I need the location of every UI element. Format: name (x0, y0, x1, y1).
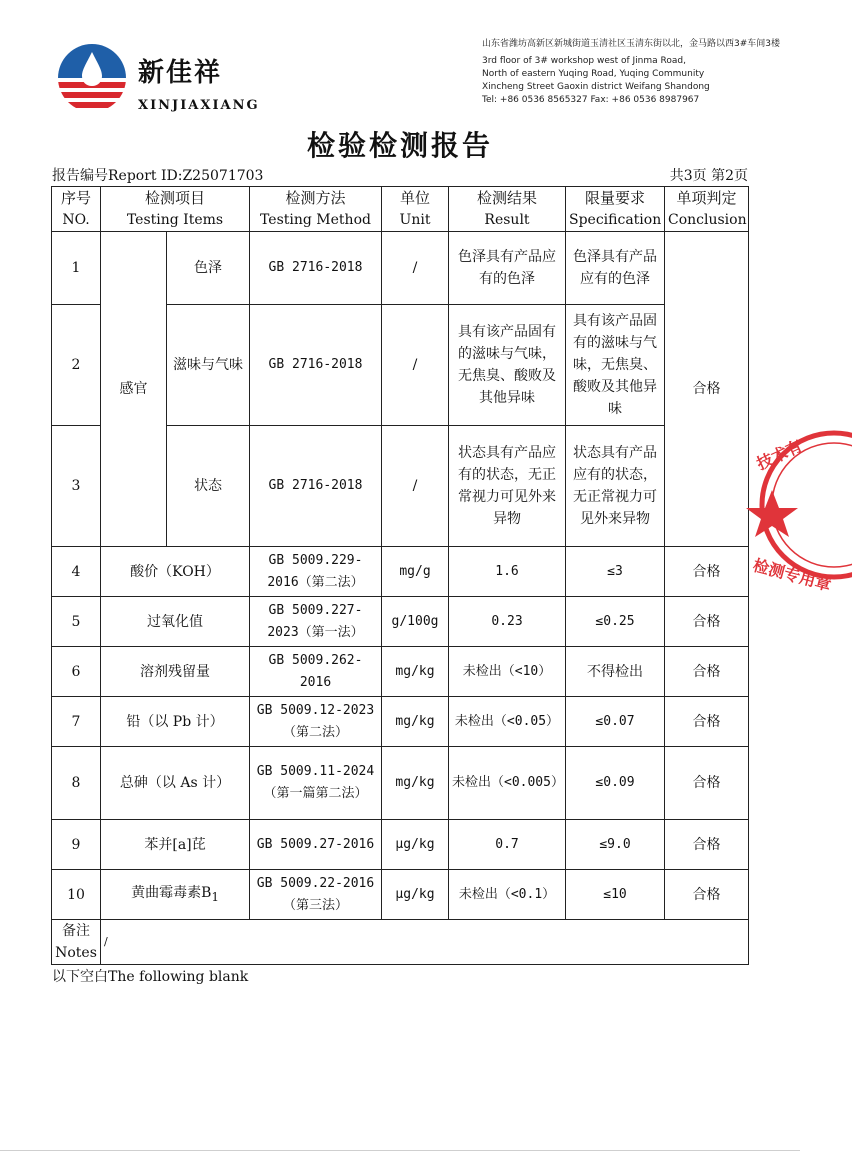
row-result: 状态具有产品应有的状态，无正常视力可见外来异物 (449, 426, 566, 547)
row-no: 6 (52, 647, 101, 697)
row-unit: μg/kg (382, 870, 449, 920)
row-result: 具有该产品固有的滋味与气味，无焦臭、酸败及其他异味 (449, 305, 566, 426)
notes-value: / (101, 920, 749, 965)
row-method: GB 5009.27-2016 (250, 820, 382, 870)
row-unit: / (382, 426, 449, 547)
row-item: 溶剂残留量 (101, 647, 250, 697)
table-row (52, 597, 749, 647)
row-spec: ≤0.07 (566, 697, 665, 747)
row-no: 3 (52, 426, 101, 547)
header-conclusion: 单项判定 Conclusion (665, 187, 749, 232)
table-row (52, 870, 749, 920)
row-result: 未检出（<0.005） (449, 747, 566, 820)
row-no: 4 (52, 547, 101, 597)
row-item: 酸价（KOH） (101, 547, 250, 597)
report-id: 报告编号Report ID:Z25071703 (52, 168, 264, 184)
company-name-cn: 新佳祥 (138, 58, 223, 88)
row-result: 0.23 (449, 597, 566, 647)
row-item: 总砷（以 As 计） (101, 747, 250, 820)
sensory-conclusion: 合格 (665, 232, 749, 547)
following-blank-note: 以下空白The following blank (52, 969, 249, 985)
row-unit: mg/kg (382, 747, 449, 820)
row-unit: / (382, 232, 449, 305)
table-row (52, 820, 749, 870)
row-result: 1.6 (449, 547, 566, 597)
header-unit: 单位 Unit (382, 187, 449, 232)
report-title: 检验检测报告 (306, 129, 493, 162)
report-meta (52, 165, 748, 183)
row-result: 未检出（<0.1） (449, 870, 566, 920)
notes-label: 备注 Notes (52, 920, 101, 965)
page-indicator: 共3页 第2页 (669, 168, 748, 184)
header-items: 检测项目 Testing Items (101, 187, 250, 232)
row-item: 铅（以 Pb 计） (101, 697, 250, 747)
table-row (52, 647, 749, 697)
row-conclusion: 合格 (665, 870, 749, 920)
row-conclusion: 合格 (665, 697, 749, 747)
row-unit: mg/kg (382, 647, 449, 697)
row-no: 1 (52, 232, 101, 305)
row-spec: 色泽具有产品应有的色泽 (566, 232, 665, 305)
row-unit: mg/g (382, 547, 449, 597)
row-method: GB 5009.12-2023（第二法） (250, 697, 382, 747)
row-spec: 具有该产品固有的滋味与气味，无焦臭、酸败及其他异味 (566, 305, 665, 426)
row-no: 10 (52, 870, 101, 920)
address-en-line: North of eastern Yuqing Road, Yuqing Community (482, 69, 705, 79)
company-address (482, 38, 782, 107)
header-result: 检测结果 Result (449, 187, 566, 232)
row-conclusion: 合格 (665, 547, 749, 597)
results-table (51, 186, 749, 965)
row-result: 未检出（<0.05） (449, 697, 566, 747)
contact-line: Tel: +86 0536 8565327 Fax: +86 0536 8987967 (482, 95, 700, 105)
row-item: 苯并[a]芘 (101, 820, 250, 870)
row-item-subscript: 1 (211, 889, 219, 904)
row-conclusion: 合格 (665, 747, 749, 820)
row-spec: 状态具有产品应有的状态，无正常视力可见外来异物 (566, 426, 665, 547)
row-result: 未检出（<10） (449, 647, 566, 697)
row-unit: g/100g (382, 597, 449, 647)
row-no: 9 (52, 820, 101, 870)
row-method: GB 5009.227-2023（第一法） (250, 597, 382, 647)
row-item (101, 870, 250, 920)
row-no: 8 (52, 747, 101, 820)
header-no: 序号 NO. (52, 187, 101, 232)
page-bottom-divider (0, 1150, 800, 1151)
sensory-group: 感官 (101, 232, 167, 547)
table-row (52, 697, 749, 747)
row-item: 过氧化值 (101, 597, 250, 647)
svg-text:技术有: 技术有 (753, 436, 806, 474)
address-en-line: Xincheng Street Gaoxin district Weifang Shandong (482, 82, 710, 92)
row-item: 状态 (167, 426, 250, 547)
row-spec: ≤9.0 (566, 820, 665, 870)
row-method: GB 2716-2018 (250, 426, 382, 547)
official-stamp-icon (750, 420, 852, 595)
row-conclusion: 合格 (665, 647, 749, 697)
row-item: 色泽 (167, 232, 250, 305)
row-item-text: 黄曲霉毒素B (131, 884, 212, 901)
table-row (52, 547, 749, 597)
row-no: 2 (52, 305, 101, 426)
row-method: GB 5009.262-2016 (250, 647, 382, 697)
row-unit: μg/kg (382, 820, 449, 870)
row-method: GB 2716-2018 (250, 232, 382, 305)
row-spec: ≤0.25 (566, 597, 665, 647)
row-result: 色泽具有产品应有的色泽 (449, 232, 566, 305)
table-header-row (52, 187, 749, 232)
row-spec: ≤3 (566, 547, 665, 597)
row-spec: 不得检出 (566, 647, 665, 697)
row-item: 滋味与气味 (167, 305, 250, 426)
row-no: 5 (52, 597, 101, 647)
row-unit: / (382, 305, 449, 426)
row-method: GB 2716-2018 (250, 305, 382, 426)
address-en-line: 3rd floor of 3# workshop west of Jinma Road, (482, 56, 686, 66)
row-no: 7 (52, 697, 101, 747)
table-row (52, 747, 749, 820)
header-spec: 限量要求 Specification (566, 187, 665, 232)
row-method: GB 5009.229-2016（第二法） (250, 547, 382, 597)
row-conclusion: 合格 (665, 820, 749, 870)
row-unit: mg/kg (382, 697, 449, 747)
row-spec: ≤0.09 (566, 747, 665, 820)
row-method: GB 5009.11-2024（第一篇第二法） (250, 747, 382, 820)
row-conclusion: 合格 (665, 597, 749, 647)
logo-mark-icon (56, 42, 128, 114)
address-cn: 山东省潍坊高新区新城街道玉清社区玉清东街以北，金马路以西3#车间3楼 (482, 39, 780, 49)
company-name-en: XINJIAXIANG (138, 98, 260, 113)
header-method: 检测方法 Testing Method (250, 187, 382, 232)
table-row (52, 232, 749, 305)
notes-row (52, 920, 749, 965)
company-logo (56, 40, 260, 120)
svg-text:检测专用章: 检测专用章 (750, 555, 834, 595)
row-method: GB 5009.22-2016（第三法） (250, 870, 382, 920)
row-spec: ≤10 (566, 870, 665, 920)
row-result: 0.7 (449, 820, 566, 870)
